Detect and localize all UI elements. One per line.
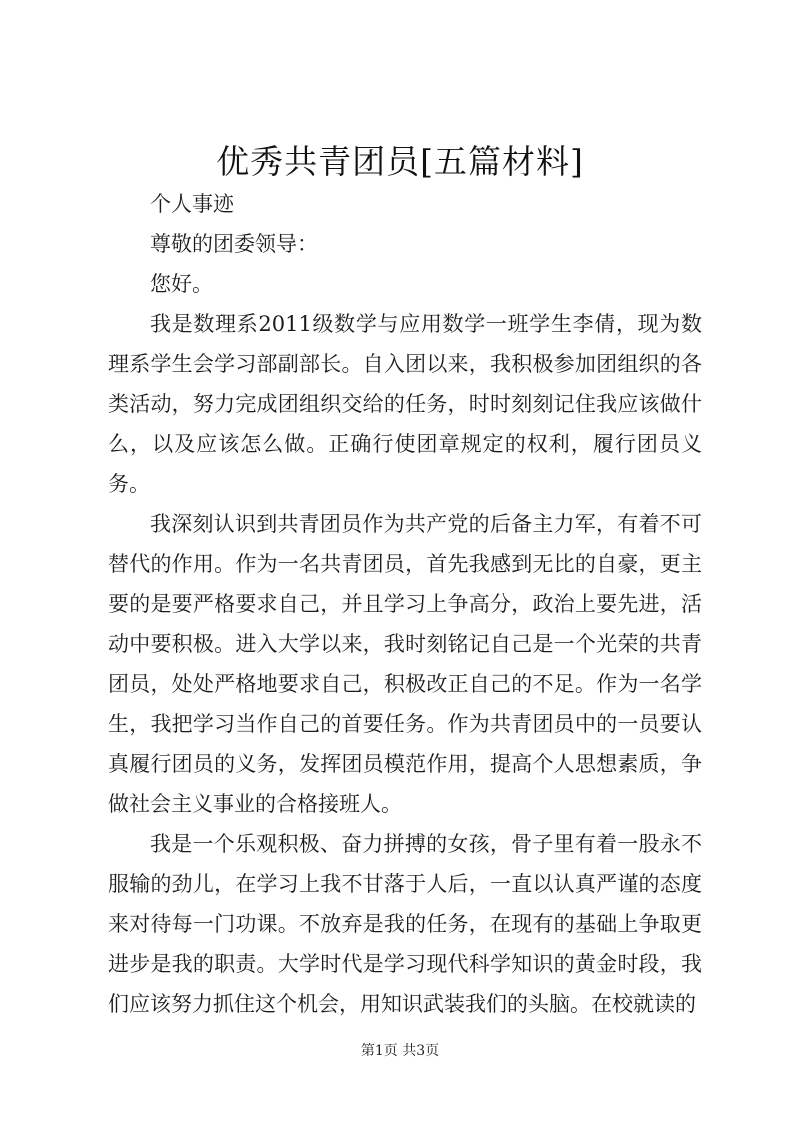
section-heading: 个人事迹 bbox=[150, 192, 234, 216]
page-number-footer: 第1页 共3页 bbox=[360, 1043, 440, 1059]
body-paragraph: 我深刻认识到共青团员作为共产党的后备主力军，有着不可替代的作用。作为一名共青团员，首先我感到无比的自豪，更主要的是要严格要求自己，并且学习上争高分，政治上要先进，活动中要积极。进入大学以来，我时刻铭记自己是一个光荣的共青团员，处处严格地要求自己，积极改正自己的不足。作为一名学生，我把学习当作自己的首要任务。作为共青团员中的一员要认真履行团员的义务，发挥团员模范作用，提高个人思想素质，争做社会主义事业的合格接班人。 bbox=[108, 512, 702, 816]
document-title: 优秀共青团员[五篇材料] bbox=[216, 142, 584, 181]
document-body bbox=[108, 184, 702, 1024]
greeting: 您好。 bbox=[150, 272, 213, 296]
body-paragraph: 我是一个乐观积极、奋力拼搏的女孩，骨子里有着一股永不服输的劲儿，在学习上我不甘落于人后，一直以认真严谨的态度来对待每一门功课。不放弃是我的任务，在现有的基础上争取更进步是我的职责。大学时代是学习现代科学知识的黄金时段，我们应该努力抓住这个机会，用知识武装我们的头脑。在校就读的 bbox=[108, 832, 702, 1016]
salutation: 尊敬的团委领导： bbox=[150, 232, 318, 256]
body-paragraph: 我是数理系2011级数学与应用数学一班学生李倩，现为数理系学生会学习部副部长。自入团以来，我积极参加团组织的各类活动，努力完成团组织交给的任务，时时刻刻记住我应该做什么，以及应该怎么做。正确行使团章规定的权利，履行团员义务。 bbox=[108, 312, 702, 496]
